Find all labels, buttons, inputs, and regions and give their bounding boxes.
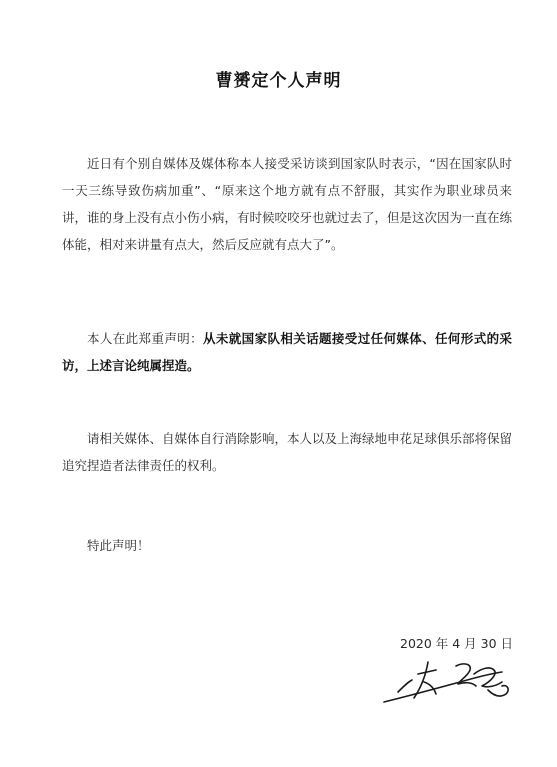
declaration-bold-text: 从未就国家队相关话题接受过任何媒体、任何形式的采访，上述言论纯属捏造。 xyxy=(62,331,512,373)
handwritten-signature xyxy=(378,652,528,712)
page-title: 曹赟定个人声明 xyxy=(215,71,342,91)
paragraph-closing: 特此声明！ xyxy=(87,538,150,553)
paragraph-background: 近日有个别自媒体及媒体称本人接受采访谈到国家队时表示，“因在国家队时一天三练导致伤病加重”、“原来这个地方就有点不舒服，其实作为职业球员来讲，谁的身上没有点小伤小病，有时候咬咬牙也就过去了，但是这次因为一直在练体能，相对来讲量有点大，然后反应就有点大了”。 xyxy=(62,156,513,252)
declaration-intro: 本人在此郑重声明： xyxy=(87,331,204,346)
statement-date: 2020 年 4 月 30 日 xyxy=(400,636,514,651)
paragraph-request: 请相关媒体、自媒体自行消除影响，本人以及上海绿地申花足球俱乐部将保留追究捏造者法律责任的权利。 xyxy=(62,431,513,473)
paragraph-declaration xyxy=(62,325,512,379)
